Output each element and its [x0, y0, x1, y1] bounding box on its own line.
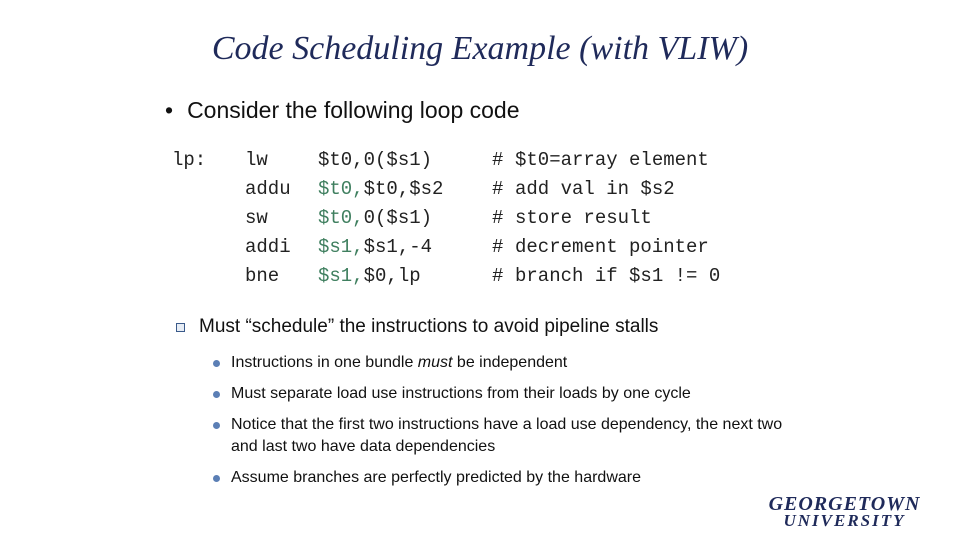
list-item	[213, 383, 813, 405]
code-comment: store result	[515, 207, 652, 229]
must-schedule-text: Must “schedule” the instructions to avoid pipeline stalls	[199, 316, 659, 337]
code-row	[172, 233, 709, 262]
code-operands: $t0,0($s1)	[318, 149, 433, 171]
comment-hash: #	[492, 236, 504, 258]
logo-line-1: GEORGETOWN	[768, 493, 921, 515]
source-operands: $t0,$s2	[363, 178, 444, 200]
code-row	[172, 146, 709, 175]
dest-register: $t0,	[318, 178, 364, 200]
code-comment: branch if $s1 != 0	[515, 265, 721, 287]
item-text-post: be independent	[452, 354, 568, 371]
list-item	[213, 414, 813, 458]
dest-register: $s1,	[318, 265, 364, 287]
bullet-icon: •	[165, 97, 174, 123]
code-opcode: bne	[245, 265, 280, 287]
source-operands: 0($s1)	[363, 207, 433, 229]
loop-code-block	[172, 146, 721, 291]
intro-text: Consider the following loop code	[187, 97, 520, 123]
dest-register: $s1,	[318, 236, 364, 258]
circle-bullet-icon	[213, 360, 220, 367]
circle-bullet-icon	[213, 391, 220, 398]
code-row	[172, 262, 721, 291]
sub-bullet-list	[213, 352, 813, 498]
code-comment: decrement pointer	[515, 236, 709, 258]
comment-hash: #	[492, 149, 504, 171]
item-text-emphasis: must	[417, 354, 453, 371]
georgetown-logo	[752, 495, 937, 529]
logo-line-2: UNIVERSITY	[783, 511, 906, 530]
checkbox-bullet-icon	[176, 323, 185, 332]
code-operands	[318, 233, 432, 262]
circle-bullet-icon	[213, 422, 220, 429]
code-row	[172, 204, 652, 233]
item-text: Must separate load use instructions from their loads by one cycle	[231, 385, 691, 402]
intro-line	[165, 97, 520, 124]
dest-register: $t0,	[318, 207, 364, 229]
circle-bullet-icon	[213, 475, 220, 482]
source-operands: $s1,-4	[363, 236, 433, 258]
item-text-pre: Instructions in one bundle	[231, 354, 418, 371]
source-operands: $0,lp	[363, 265, 421, 287]
code-row	[172, 175, 675, 204]
item-text: Assume branches are perfectly predicted by the hardware	[231, 469, 641, 486]
comment-hash: #	[492, 178, 504, 200]
code-opcode: lw	[245, 149, 268, 171]
code-label: lp:	[172, 149, 207, 171]
code-operands	[318, 262, 421, 291]
comment-hash: #	[492, 207, 504, 229]
list-item	[213, 467, 813, 489]
code-opcode: sw	[245, 207, 268, 229]
code-comment: add val in $s2	[515, 178, 675, 200]
code-comment: $t0=array element	[515, 149, 709, 171]
slide-title: Code Scheduling Example (with VLIW)	[211, 30, 749, 67]
item-text: Notice that the first two instructions have a load use dependency, the next two and last two have data dependencies	[231, 416, 783, 455]
code-opcode: addu	[245, 178, 291, 200]
comment-hash: #	[492, 265, 504, 287]
list-item	[213, 352, 813, 374]
code-opcode: addi	[245, 236, 291, 258]
code-operands	[318, 204, 432, 233]
must-schedule-point	[176, 316, 658, 338]
code-operands	[318, 175, 443, 204]
